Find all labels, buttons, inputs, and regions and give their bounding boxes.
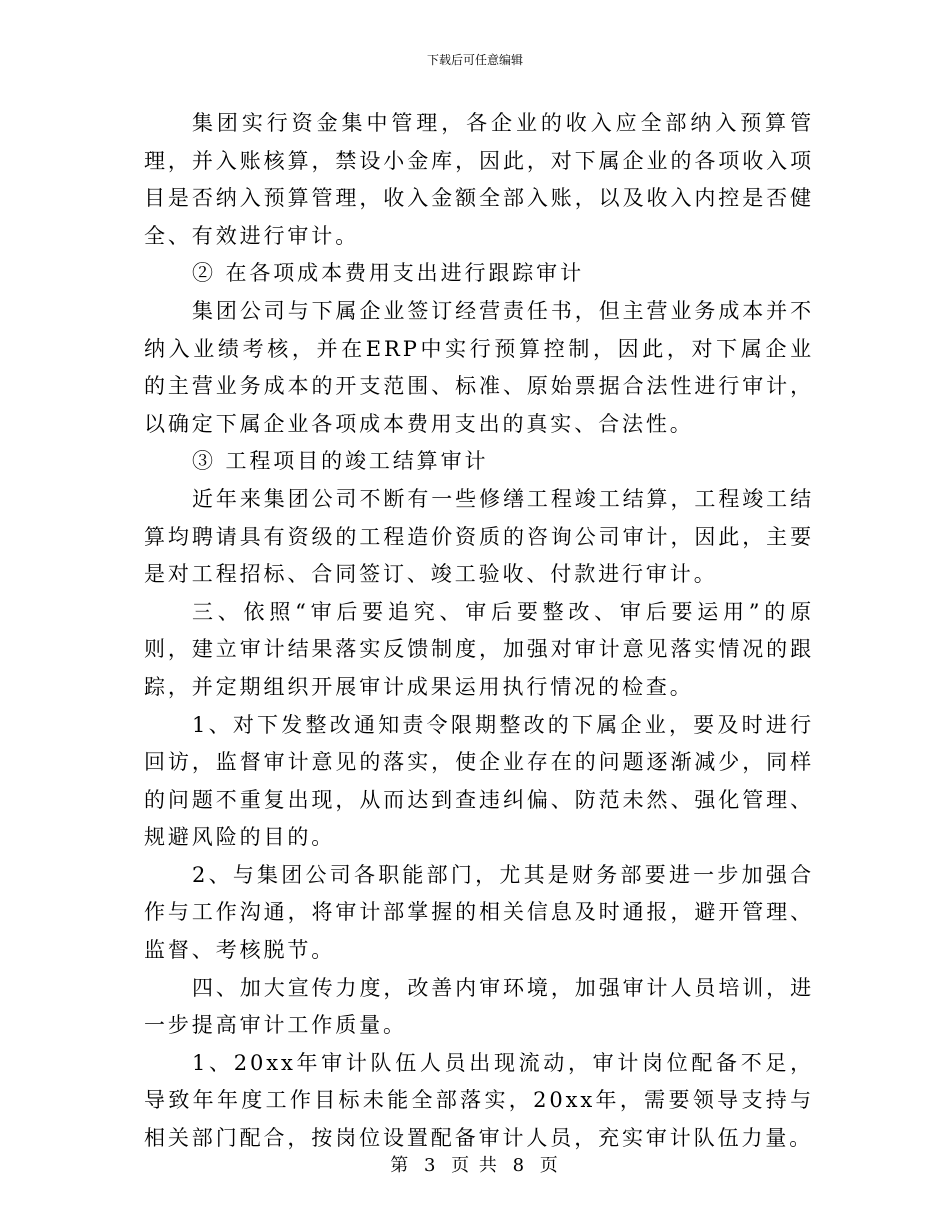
paragraph-settlement-audit: 近年来集团公司不断有一些修缮工程竣工结算，工程竣工结算均聘请具有资级的工程造价资质的咨询公司审计，因此，主要是对工程招标、合同签订、竣工验收、付款进行审计。 xyxy=(144,486,814,587)
paragraph-rectification-followup: 1、对下发整改通知责令限期整改的下属企业，要及时进行回访，监督审计意见的落实，使企业存在的问题逐渐减少，同样的问题不重复出现，从而达到查违纠偏、防范未然、强化管理、规避风险的目的。 xyxy=(144,712,814,850)
paragraph-section-four: 四、加大宣传力度，改善内审环境，加强审计人员培训，进一步提高审计工作质量。 xyxy=(144,975,814,1038)
paragraph-cost-audit: 集团公司与下属企业签订经营责任书，但主营业务成本并不纳入业绩考核，并在ERP中实行预算控制，因此，对下属企业的主营业务成本的开支范围、标准、原始票据合法性进行审计，以确定下属企业各项成本费用支出的真实、合法性。 xyxy=(144,298,814,436)
paragraph-staffing: 1、20xx年审计队伍人员出现流动，审计岗位配备不足，导致年年度工作目标未能全部落实，20xx年，需要领导支持与相关部门配合，按岗位设置配备审计人员，充实审计队伍力量。 xyxy=(144,1050,814,1151)
page-footer xyxy=(0,1154,950,1178)
heading-project-settlement-audit: ③ 工程项目的竣工结算审计 xyxy=(192,449,489,474)
heading-cost-tracking-audit: ② 在各项成本费用支出进行跟踪审计 xyxy=(192,261,584,286)
footer-label-of: 页 共 xyxy=(451,1155,499,1176)
footer-total-pages: 8 xyxy=(512,1155,527,1176)
footer-current-page: 3 xyxy=(423,1155,438,1176)
footer-label-page: 第 xyxy=(390,1155,411,1176)
footer-label-pages: 页 xyxy=(539,1155,560,1176)
document-body xyxy=(144,105,814,1158)
page-header: 下载后可任意编辑 xyxy=(426,53,523,67)
paragraph-section-three: 三、依照“审后要追究、审后要整改、审后要运用”的原则，建立审计结果落实反馈制度，加强对审计意见落实情况的跟踪，并定期组织开展审计成果运用执行情况的检查。 xyxy=(144,599,814,699)
paragraph-revenue-audit: 集团实行资金集中管理，各企业的收入应全部纳入预算管理，并入账核算，禁设小金库，因此，对下属企业的各项收入项目是否纳入预算管理，收入金额全部入账，以及收入内控是否健全、有效进行审计。 xyxy=(144,111,814,248)
paragraph-department-cooperation: 2、与集团公司各职能部门，尤其是财务部要进一步加强合作与工作沟通，将审计部掌握的相关信息及时通报，避开管理、监督、考核脱节。 xyxy=(144,862,814,963)
